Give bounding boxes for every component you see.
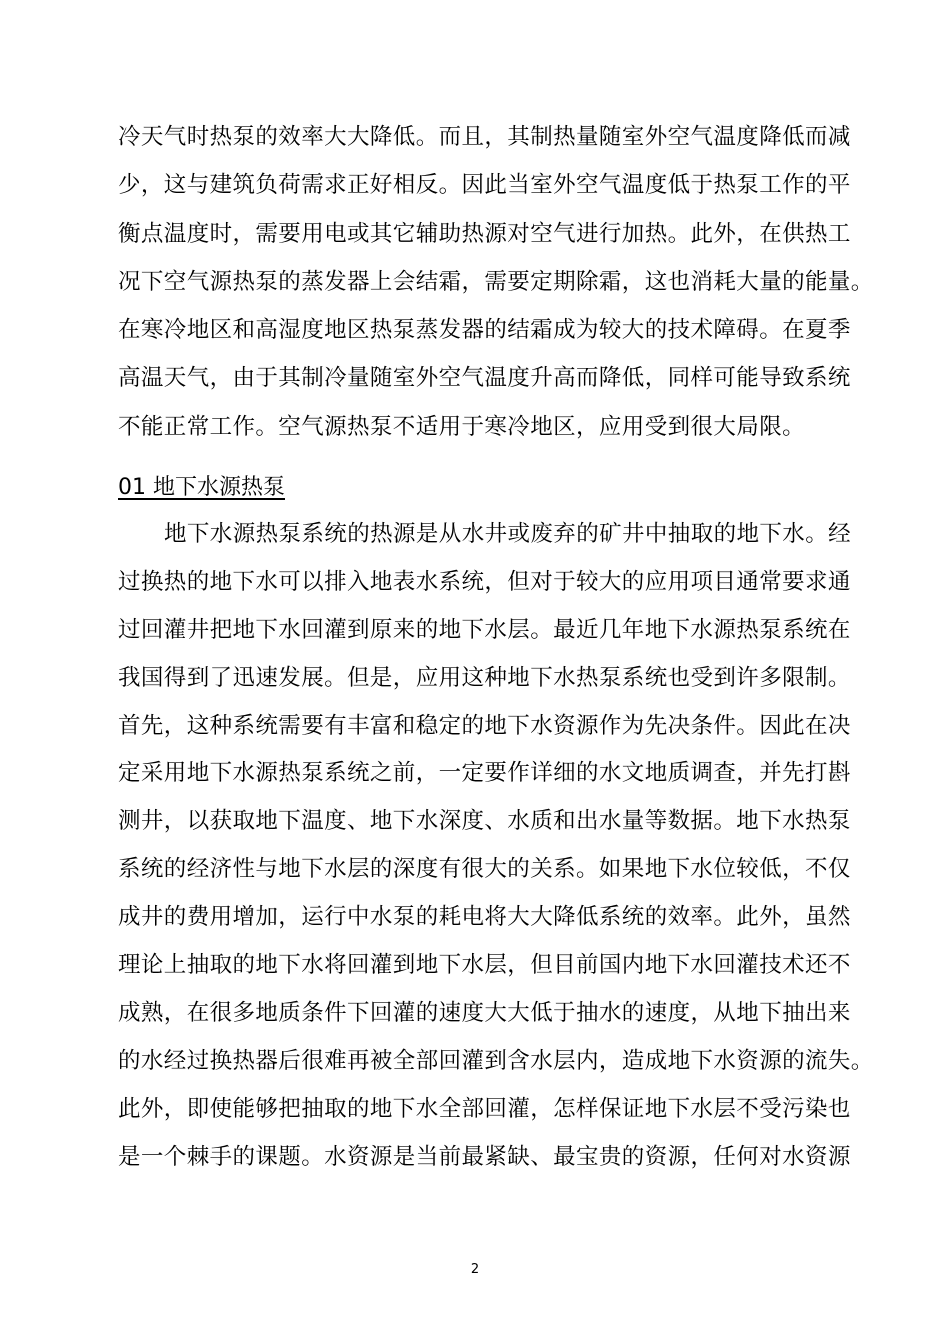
text-line: 测井，以获取地下温度、地下水深度、水质和出水量等数据。地下水热泵 [118, 808, 851, 835]
text-line: 定采用地下水源热泵系统之前，一定要作详细的水文地质调查，并先打斟 [118, 760, 851, 787]
text-line: 地下水源热泵系统的热源是从水井或废弃的矿井中抽取的地下水。经 [164, 521, 852, 547]
text-line: 我国得到了迅速发展。但是，应用这种地下水热泵系统也受到许多限制。 [118, 664, 851, 691]
text-line: 衡点温度时，需要用电或其它辅助热源对空气进行加热。此外，在供热工 [118, 220, 851, 247]
text-line: 冷天气时热泵的效率大大降低。而且，其制热量随室外空气温度降低而减 [118, 124, 851, 150]
text-line: 成井的费用增加，运行中水泵的耗电将大大降低系统的效率。此外，虽然 [118, 904, 851, 931]
section-heading: 01 地下水源热泵 [118, 475, 285, 500]
text-line: 过换热的地下水可以排入地表水系统，但对于较大的应用项目通常要求通 [118, 568, 851, 595]
page-number: 2 [470, 1262, 480, 1277]
text-line: 是一个棘手的课题。水资源是当前最紧缺、最宝贵的资源，任何对水资源 [118, 1143, 851, 1170]
text-line: 不能正常工作。空气源热泵不适用于寒冷地区，应用受到很大局限。 [118, 413, 806, 440]
text-line: 理论上抽取的地下水将回灌到地下水层，但目前国内地下水回灌技术还不 [118, 952, 851, 979]
text-line: 过回灌井把地下水回灌到原来的地下水层。最近几年地下水源热泵系统在 [118, 616, 851, 643]
paragraph-air-source-heat-pump [118, 123, 874, 461]
text-line: 况下空气源热泵的蒸发器上会结霜，需要定期除霜，这也消耗大量的能量。 [118, 268, 874, 295]
text-line: 此外，即使能够把抽取的地下水全部回灌，怎样保证地下水层不受污染也 [118, 1095, 851, 1122]
text-line: 的水经过换热器后很难再被全部回灌到含水层内，造成地下水资源的流失。 [118, 1047, 874, 1074]
text-line: 首先，这种系统需要有丰富和稳定的地下水资源作为先决条件。因此在决 [118, 712, 851, 739]
text-line: 系统的经济性与地下水层的深度有很大的关系。如果地下水位较低，不仅 [118, 856, 851, 883]
paragraph-groundwater-heat-pump [118, 520, 874, 1190]
text-line: 少，这与建筑负荷需求正好相反。因此当室外空气温度低于热泵工作的平 [118, 172, 851, 199]
text-line: 成熟，在很多地质条件下回灌的速度大大低于抽水的速度，从地下抽出来 [118, 999, 851, 1026]
text-line: 在寒冷地区和高湿度地区热泵蒸发器的结霜成为较大的技术障碍。在夏季 [118, 317, 851, 344]
text-line: 高温天气，由于其制冷量随室外空气温度升高而降低，同样可能导致系统 [118, 365, 851, 392]
